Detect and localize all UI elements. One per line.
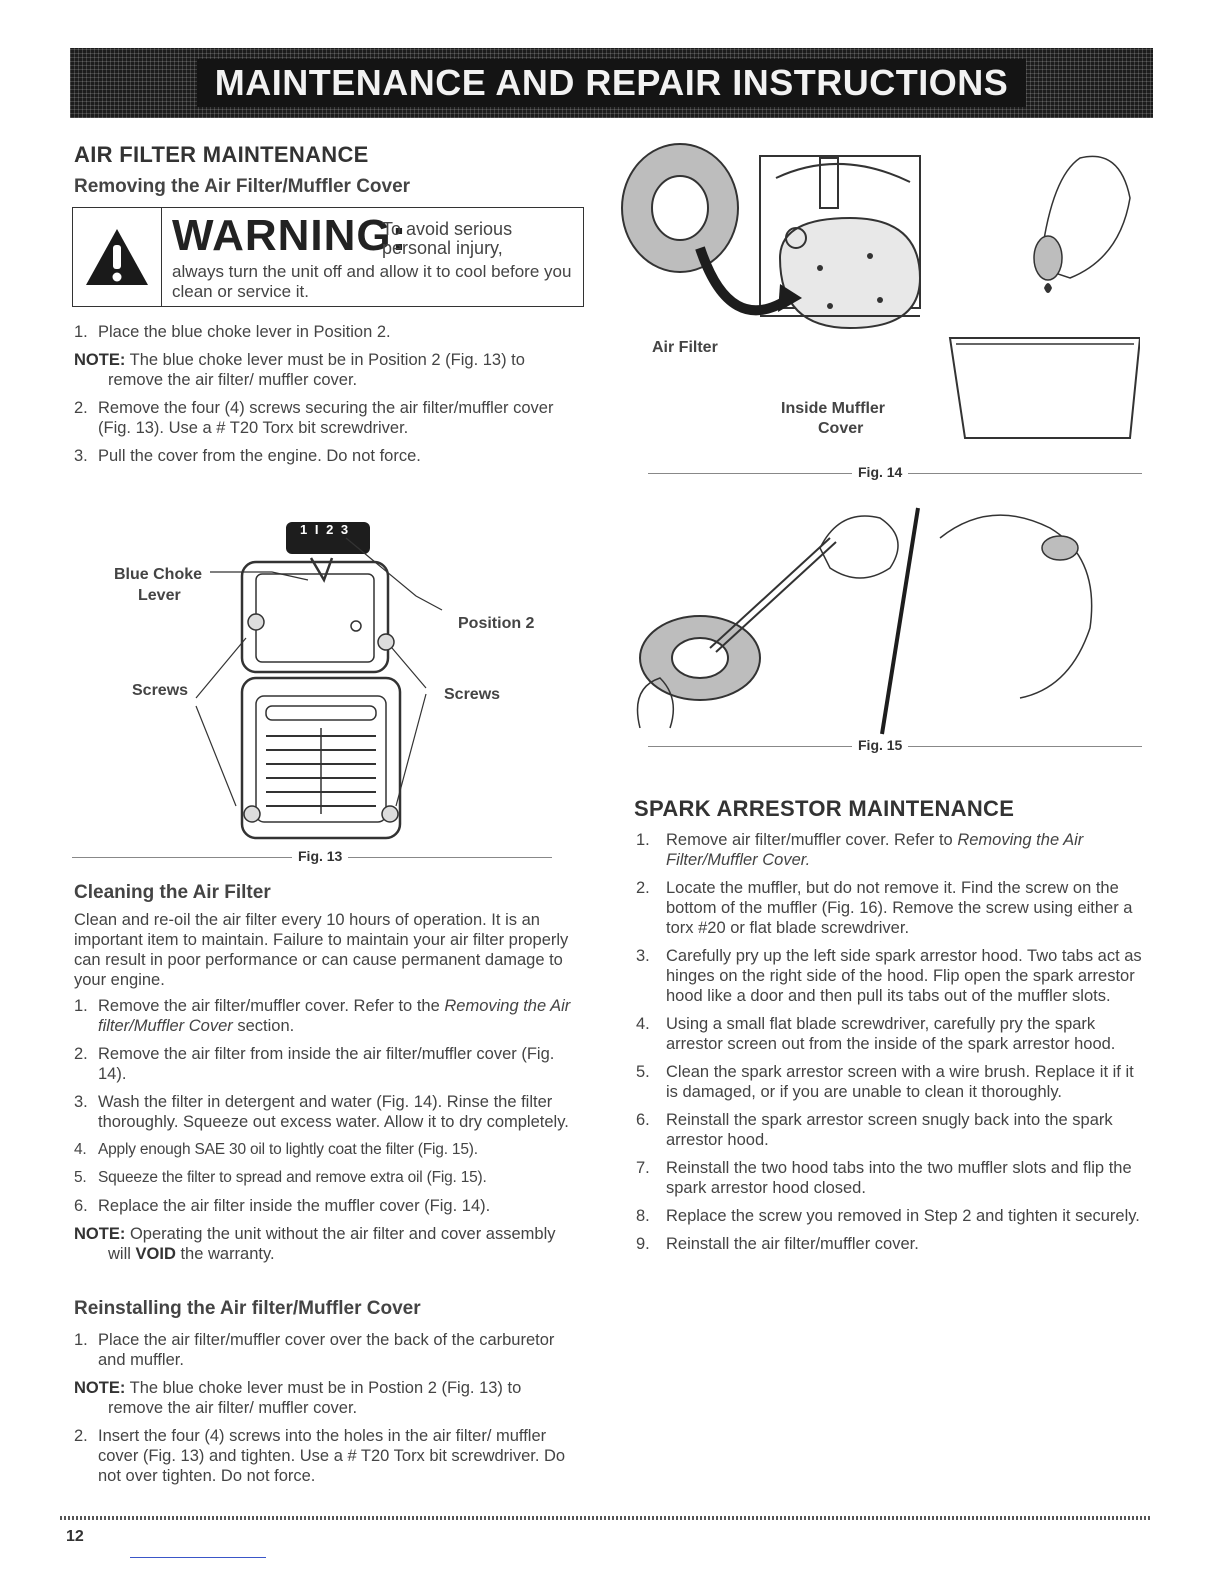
spark-steps [636,830,1146,1262]
list-item: 7. Reinstall the two hood tabs into the two muffler slots and flip the spark arrestor hood closed. [636,1159,1132,1197]
list-item: 6. Reinstall the spark arrestor screen snugly back into the spark arrestor hood. [636,1111,1113,1149]
section-banner [70,48,1153,118]
fig14-air-filter-label: Air Filter [652,339,718,356]
list-item: 3. Carefully pry up the left side spark arrestor hood. Two tabs act as hinges on the right side of the hood. Flip open the spark arrestor hood like a door and then pull its tabs out of the muffler slots. [636,947,1142,1005]
fig14-illustration [620,138,1140,468]
list-item: 2. Locate the muffler, but do not remove it. Find the screw on the bottom of the muffler (Fig. 16). Remove the screw using either a torx #20 or flat blade screwdriver. [636,879,1133,937]
fig13-choke-positions: 1 I 2 3 [300,522,351,537]
list-item: 1. Remove the air filter/muffler cover. Refer to the Removing the Air filter/Muffler Cover section. [74,997,571,1035]
fig14-cover-label: Cover [818,420,864,437]
list-item: 2. Remove the air filter from inside the air filter/muffler cover (Fig. 14). [74,1045,555,1083]
fig15-illustration [620,498,1120,738]
list-item: 2. Remove the four (4) screws securing the air filter/muffler cover (Fig. 13). Use a # T20 Torx bit screwdriver. [74,399,554,437]
removing-heading: Removing the Air Filter/Muffler Cover [74,176,411,197]
warning-text-rest: always turn the unit off and allow it to cool before you clean or service it. [172,262,572,301]
fig15-label: Fig. 15 [852,737,908,753]
warning-text-top: To avoid serious personal injury, [382,219,513,258]
cleaning-section [74,910,578,1272]
reinstalling-heading: Reinstalling the Air filter/Muffler Cover [74,1298,421,1319]
list-item: 1. Place the air filter/muffler cover over the back of the carburetor and muffler. [74,1331,555,1369]
cleaning-heading: Cleaning the Air Filter [74,882,271,903]
footer-rule [60,1516,1150,1520]
note: NOTE: Operating the unit without the air filter and cover assembly will VOID the warranty. [74,1225,556,1263]
page-number: 12 [66,1528,84,1545]
list-item: 8. Replace the screw you removed in Step 2 and tighten it securely. [636,1207,1140,1225]
spark-heading: SPARK ARRESTOR MAINTENANCE [634,796,1015,821]
warning-icon-cell [73,208,162,306]
list-item: 3. Wash the filter in detergent and water (Fig. 14). Rinse the filter thoroughly. Squeeze out excess water. Allow it to dry completely. [74,1093,569,1131]
fig13-blue-choke-label: Blue Choke [114,566,203,583]
bottom-link-line [130,1557,266,1558]
fig13-screws-left-label: Screws [132,682,189,699]
list-item: 9. Reinstall the air filter/muffler cover. [636,1235,919,1253]
list-item: 1. Place the blue choke lever in Position 2. [74,323,391,341]
air-filter-heading: AIR FILTER MAINTENANCE [74,142,369,167]
warning-word: WARNING: [172,211,408,260]
fig13-label: Fig. 13 [292,848,348,864]
reinstalling-section [74,1330,578,1494]
list-item: 2. Insert the four (4) screws into the holes in the air filter/ muffler cover (Fig. 13) and tighten. Use a # T20 Torx bit screwdriver. Do not over tighten. Do not force. [74,1427,566,1485]
list-item: 1. Remove air filter/muffler cover. Refer to Removing the Air Filter/Muffler Cover. [636,831,1084,869]
list-item: 4. Apply enough SAE 30 oil to lightly coat the filter (Fig. 15). [74,1141,478,1158]
warning-triangle-icon [84,227,150,287]
banner-title: MAINTENANCE AND REPAIR INSTRUCTIONS [197,59,1027,107]
list-item: 6. Replace the air filter inside the muffler cover (Fig. 14). [74,1197,491,1215]
fig13-screws-right-label: Screws [444,686,501,703]
warning-box [72,207,584,307]
note: NOTE: The blue choke lever must be in Postion 2 (Fig. 13) to remove the air filter/ muffler cover. [74,1379,522,1417]
fig13-position2-label: Position 2 [458,615,535,632]
fig14-label: Fig. 14 [852,464,908,480]
fig14-inside-muffler-label: Inside Muffler [781,400,886,417]
list-item: 3. Pull the cover from the engine. Do not force. [74,447,421,465]
cleaning-intro: Clean and re-oil the air filter every 10 hours of operation. It is an important item to maintain. Failure to maintain your air filter properly can result in poor performance or can cause permanent damage to your engine. [74,911,569,989]
note: NOTE: The blue choke lever must be in Position 2 (Fig. 13) to remove the air filter/ muffler cover. [74,351,525,389]
list-item: 4. Using a small flat blade screwdriver, carefully pry the spark arrestor screen out from the inside of the spark arrestor hood. [636,1015,1116,1053]
warning-text [162,208,583,306]
removing-steps [74,322,574,474]
fig13-lever-label: Lever [138,587,181,604]
list-item: 5. Squeeze the filter to spread and remove extra oil (Fig. 15). [74,1169,487,1186]
list-item: 5. Clean the spark arrestor screen with a wire brush. Replace it if it is damaged, or if you are unable to clean it thoroughly. [636,1063,1134,1101]
